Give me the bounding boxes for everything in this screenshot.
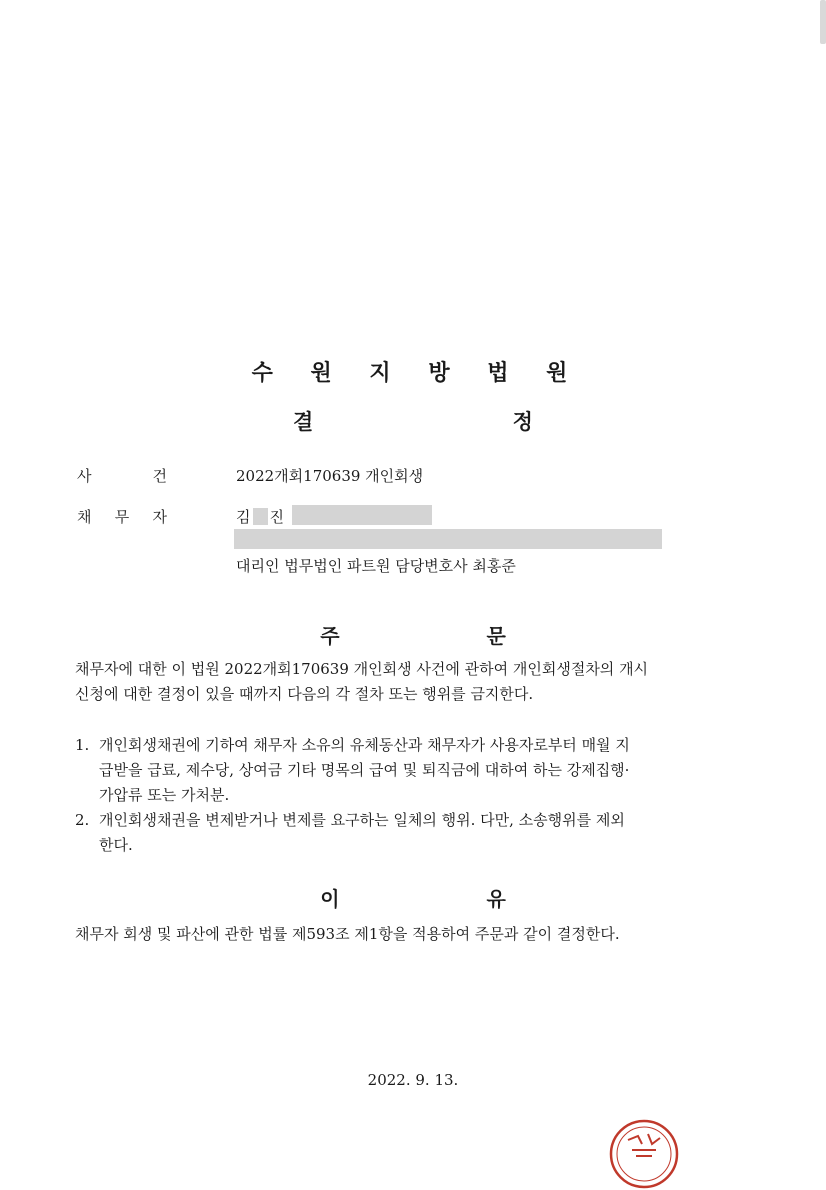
document-type-title: 결 정 — [293, 410, 629, 434]
debtor-name-first: 김 — [236, 508, 251, 526]
court-seal-icon — [608, 1118, 680, 1190]
order-item-text: 개인회생채권을 변제받거나 변제를 요구하는 일체의 행위. 다만, 소송행위를 제외 한다. — [99, 811, 625, 854]
order-intro-line: 채무자에 대한 이 법원 2022개회170639 개인회생 사건에 관하여 개인회생절차의 개시 — [75, 660, 649, 678]
case-label: 사 건 — [77, 467, 167, 485]
reason-heading: 이 유 — [320, 887, 576, 911]
scrollbar-thumb[interactable] — [820, 0, 826, 44]
case-number: 2022개회170639 개인회생 — [236, 467, 424, 485]
decision-date: 2022. 9. 13. — [367, 1071, 459, 1089]
order-intro — [75, 657, 755, 707]
debtor-name-last: 진 — [269, 508, 284, 526]
agent-info: 대리인 법무법인 파트원 담당변호사 최홍준 — [236, 557, 516, 575]
redaction-name — [253, 508, 268, 525]
order-heading: 주 문 — [320, 624, 576, 648]
order-item-text: 개인회생채권에 기하여 채무자 소유의 유체동산과 채무자가 사용자로부터 매월 지 급받을 급료, 제수당, 상여금 기타 명목의 급여 및 퇴직금에 대하여 하는 강제집행· 가압류 또는 가처분. — [99, 736, 630, 804]
redaction-block — [292, 505, 432, 525]
debtor-label: 채 무 자 — [77, 508, 167, 526]
order-item-number: 1. — [75, 736, 90, 754]
redaction-address — [234, 529, 662, 549]
order-intro-line: 신청에 대한 결정이 있을 때까지 다음의 각 절차 또는 행위를 금지한다. — [75, 685, 534, 703]
reason-text: 채무자 회생 및 파산에 관한 법률 제593조 제1항을 적용하여 주문과 같이 결정한다. — [75, 925, 620, 943]
order-item-number: 2. — [75, 811, 90, 829]
court-name: 수 원 지 방 법 원 — [251, 361, 583, 386]
debtor-name — [236, 506, 284, 527]
